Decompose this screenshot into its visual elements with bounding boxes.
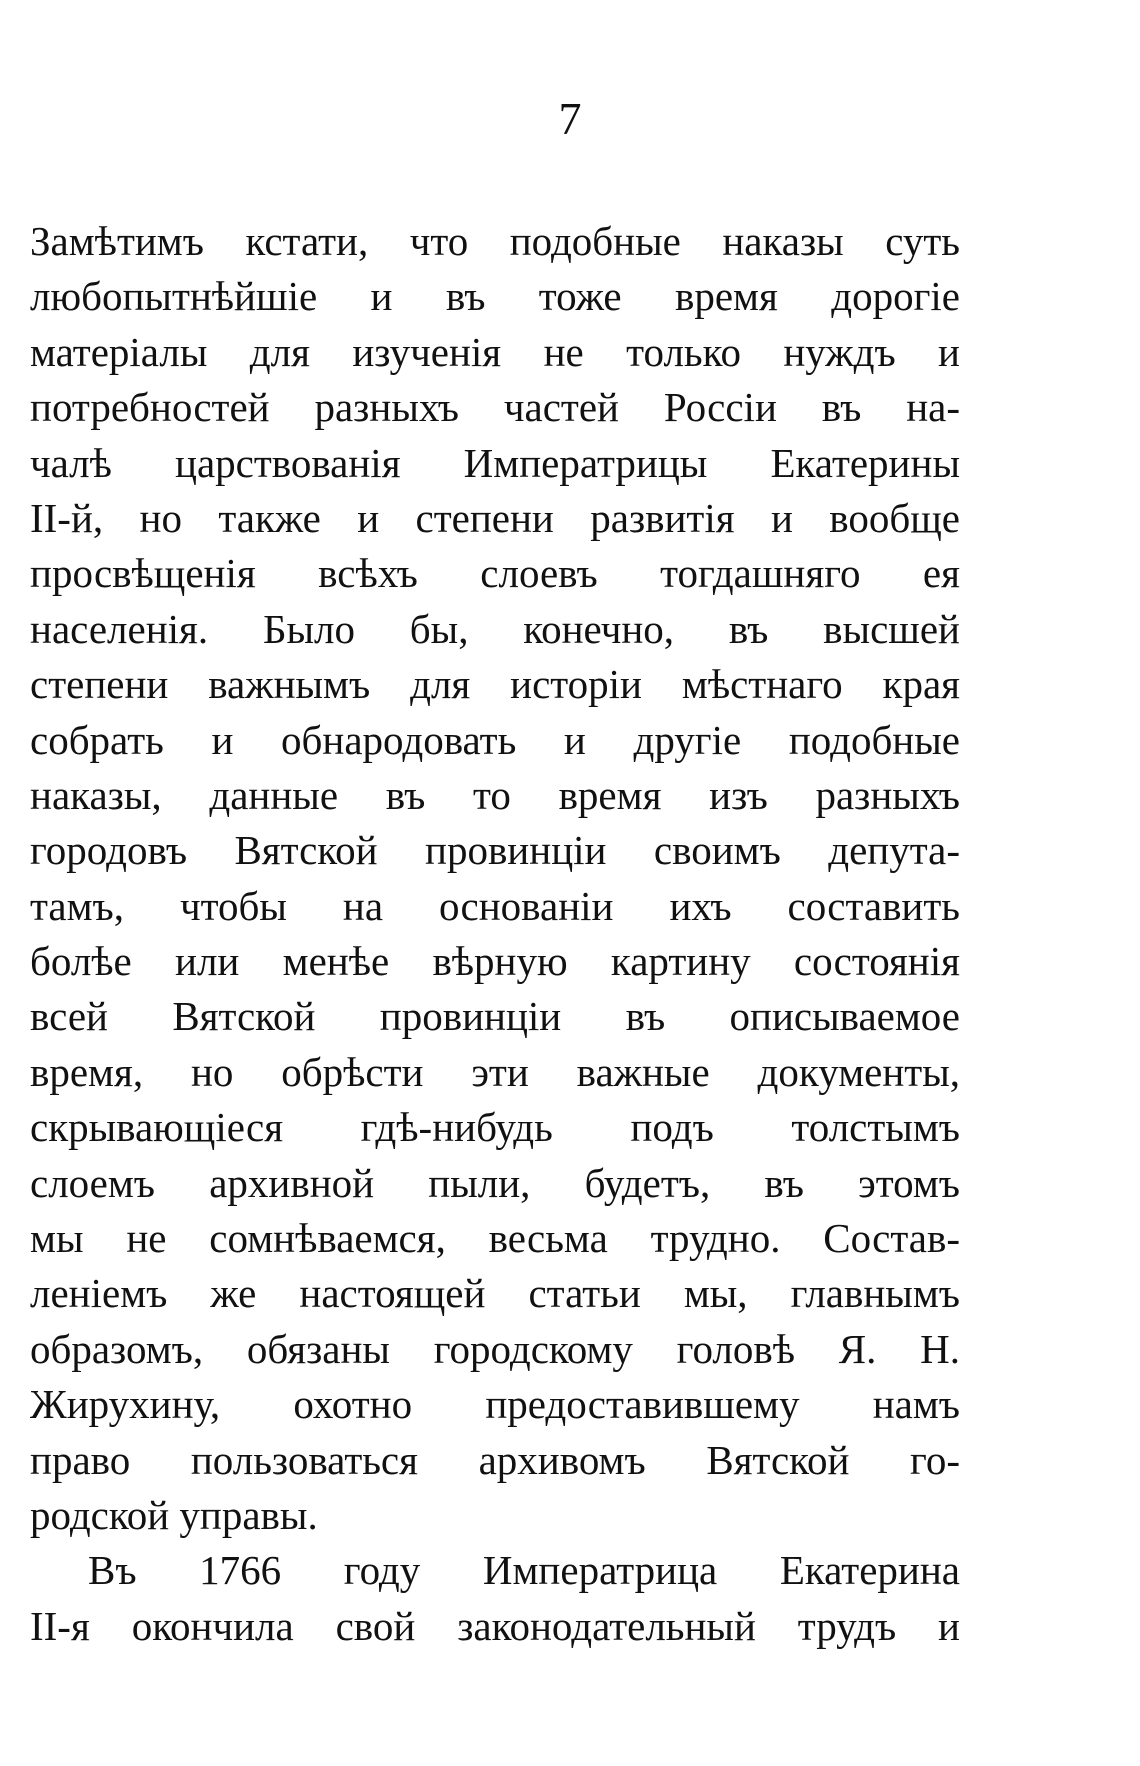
text-line: Замѣтимъ кстати, что подобные наказы суть [30, 218, 960, 264]
text-line: городовъ Вятской провинціи своимъ депута- [30, 827, 960, 874]
text-line: просвѣщенія всѣхъ слоевъ тогдашняго ея [30, 550, 960, 597]
text-line: матеріалы для изученія не только нуждъ и [30, 328, 960, 375]
text-line: родской управы. [30, 1491, 318, 1538]
text-line: II-й, но также и степени развитія и вообще [30, 494, 960, 541]
text-line: скрывающіеся гдѣ-нибудь подъ толстымъ [30, 1104, 960, 1151]
paragraph [30, 214, 960, 1543]
text-line: мы не сомнѣваемся, весьма трудно. Состав- [30, 1215, 960, 1262]
text-line: слоемъ архивной пыли, будетъ, въ этомъ [30, 1159, 960, 1206]
text-line: населенія. Было бы, конечно, въ высшей [30, 605, 960, 652]
text-line: чалѣ царствованія Императрицы Екатерины [30, 439, 960, 486]
page-number: 7 [558, 93, 582, 144]
text-line: потребностей разныхъ частей Россіи въ на- [30, 384, 960, 431]
text-line: II-я окончила свой законодательный трудъ и [30, 1602, 960, 1649]
text-line: всей Вятской провинціи въ описываемое [30, 993, 960, 1040]
body-text [30, 214, 960, 1654]
text-line: образомъ, обязаны городскому головѣ Я. Н. [30, 1325, 960, 1372]
text-line: тамъ, чтобы на основаніи ихъ составить [30, 882, 960, 929]
text-line: наказы, данные въ то время изъ разныхъ [30, 771, 960, 818]
text-line: леніемъ же настоящей статьи мы, главнымъ [30, 1270, 960, 1317]
text-line: Въ 1766 году Императрица Екатерина [88, 1547, 960, 1594]
text-line: любопытнѣйшіе и въ тоже время дорогіе [30, 273, 960, 320]
text-line: Жирухину, охотно предоставившему намъ [30, 1381, 960, 1428]
text-line: право пользоваться архивомъ Вятской го- [30, 1436, 960, 1483]
text-line: степени важнымъ для исторіи мѣстнаго края [30, 661, 960, 708]
text-line: собрать и обнародовать и другіе подобные [30, 716, 960, 763]
text-line: болѣе или менѣе вѣрную картину состоянія [30, 938, 960, 985]
text-line: время, но обрѣсти эти важные документы, [30, 1048, 960, 1095]
paragraph [30, 1543, 960, 1654]
